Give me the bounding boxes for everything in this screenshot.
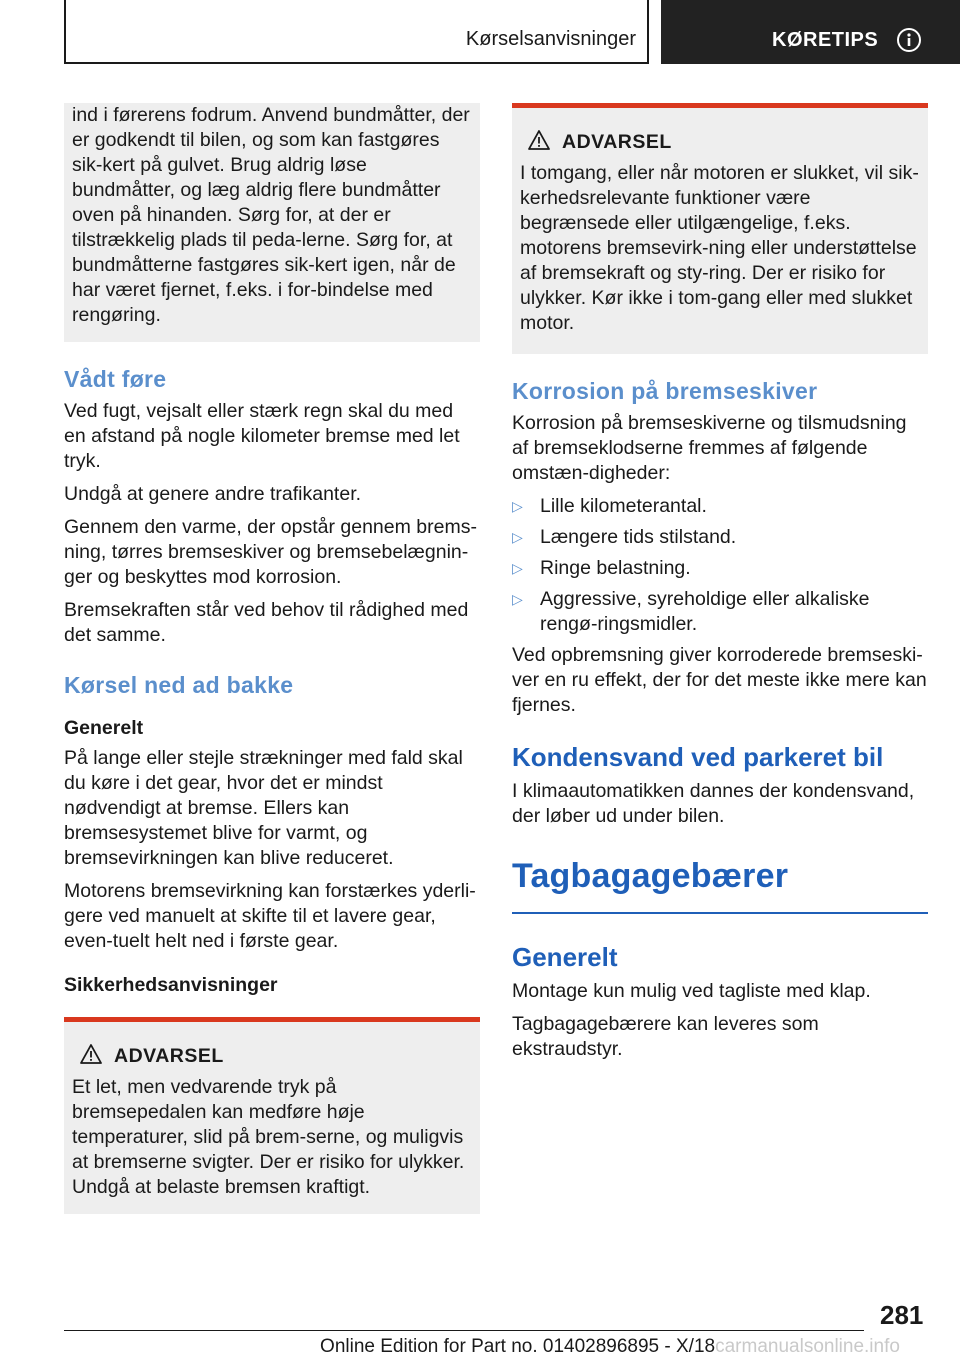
bullet-triangle-icon: ▷ [512,498,523,514]
idle-warning-title: ADVARSEL [562,131,672,153]
brake-warning-header [72,1022,472,1069]
edition-text: Online Edition for Part no. 01402896895 - X/18 [320,1336,716,1357]
roof-rack-rule [512,912,928,914]
brake-warning-title: ADVARSEL [114,1045,224,1067]
idle-warning-box [512,103,928,354]
bullet-triangle-icon: ▷ [512,529,523,545]
list-item: ▷ Længere tids stilstand. [512,526,737,548]
brake-warning-text: Et let, men vedvarende tryk på bremsepedalen kan medføre høje temperaturer, slid på brem-serne, og muligvis at bremserne svigter. Der er risiko for ulykker. Undgå at belaste bremsen kraftigt. [72,1076,465,1198]
downhill-heading: Kørsel ned ad bakke [64,672,294,698]
left-column [64,103,480,1214]
header-left-rule [64,0,66,64]
header-bottom-rule [64,62,649,64]
downhill-paragraph-1: På lange eller stejle strækninger med fald skal du køre i det gear, hvor det er mindst nødvendigt at bremse. Ellers kan bremsesystemet blive for varmt, og bremsevirkningen kan blive reduceret. [64,747,463,869]
section-title: Kørselsanvisninger [465,28,636,50]
brake-warning-box [64,1017,480,1214]
floor-mat-note-box [64,103,480,342]
wet-roads-heading: Vådt føre [64,366,167,392]
wet-roads-paragraph-2: Undgå at genere andre trafikanter. [64,483,362,505]
corrosion-paragraph-2: Ved opbremsning giver korroderede bremseski-ver en ru effekt, der for det meste ikke mere kan fjernes. [512,644,927,716]
downhill-general-heading: Generelt [64,717,144,739]
list-item: ▷ Aggressive, syreholdige eller alkaliske rengø-ringsmidler. [512,588,870,635]
chapter-tab-label: KØRETIPS [772,29,879,51]
list-item: ▷ Ringe belastning. [512,557,691,579]
info-icon[interactable] [897,28,921,52]
bullet-triangle-icon: ▷ [512,591,523,607]
footer-edition [310,1336,910,1358]
page-number: 281 [880,1300,924,1330]
roof-rack-paragraph-2: Tagbagagebærere kan leveres som ekstraudstyr. [512,1013,819,1060]
roof-rack-general-heading: Generelt [512,942,618,972]
wet-roads-paragraph-3: Gennem den varme, der opstår gennem brems-ning, tørres bremseskiver og bremsebelægnin-ger og beskyttes mod korrosion. [64,516,477,588]
safety-heading: Sikkerhedsanvisninger [64,974,278,996]
footer-rule [64,1330,864,1331]
wet-roads-paragraph-4: Bremsekraften står ved behov til rådighed med det samme. [64,599,469,646]
warning-triangle-icon [80,1044,102,1069]
condensation-heading: Kondensvand ved parkeret bil [512,742,884,772]
warning-triangle-icon [528,130,550,155]
list-item: ▷ Lille kilometerantal. [512,495,707,517]
roof-rack-heading: Tagbagagebærer [512,857,789,895]
wet-roads-paragraph-1: Ved fugt, vejsalt eller stærk regn skal du med en afstand på nogle kilometer bremse med let tryk. [64,400,460,472]
idle-warning-header [520,108,920,155]
right-column [512,103,928,1070]
corrosion-heading: Korrosion på bremseskiver [512,378,818,404]
watermark-text: carmanualsonline.info [715,1336,900,1357]
corrosion-paragraph-1: Korrosion på bremseskiverne og tilsmudsning af bremseklodserne fremmes af følgende omstæn-digheder: [512,412,907,484]
downhill-paragraph-2: Motorens bremsevirkning kan forstærkes yderli-gere ved manuelt at skifte til et lavere gear, even-tuelt helt ned i første gear. [64,880,476,952]
roof-rack-paragraph-1: Montage kun mulig ved tagliste med klap. [512,980,871,1002]
idle-warning-text: I tomgang, eller når motoren er slukket, vil sik-kerhedsrelevante funktioner være begrænsede eller utilgængelige, f.eks. motorens bremsevirk-ning eller understøttelse af bremsekraft og sty-ring. Der er risiko for ulykker. Kør ikke i tom-gang eller med slukket motor. [520,162,919,334]
floor-mat-text: ind i førerens fodrum. Anvend bundmåtter, der er godkendt til bilen, og som kan fastgøres sik-kert på gulvet. Brug aldrig løse bundmåtter, og læg aldrig flere bundmåtter oven på hinanden. Sørg for, at der er tilstrækkelig plads til peda-lerne. Sørg for, at bundmåtterne fastgøres sik-kert igen, når de har været fjernet, f.eks. i for-bindelse med rengøring. [72,104,470,326]
condensation-paragraph: I klimaautomatikken dannes der kondensvand, der løber ud under bilen. [512,780,915,827]
header-separator [647,0,649,64]
bullet-triangle-icon: ▷ [512,560,523,576]
